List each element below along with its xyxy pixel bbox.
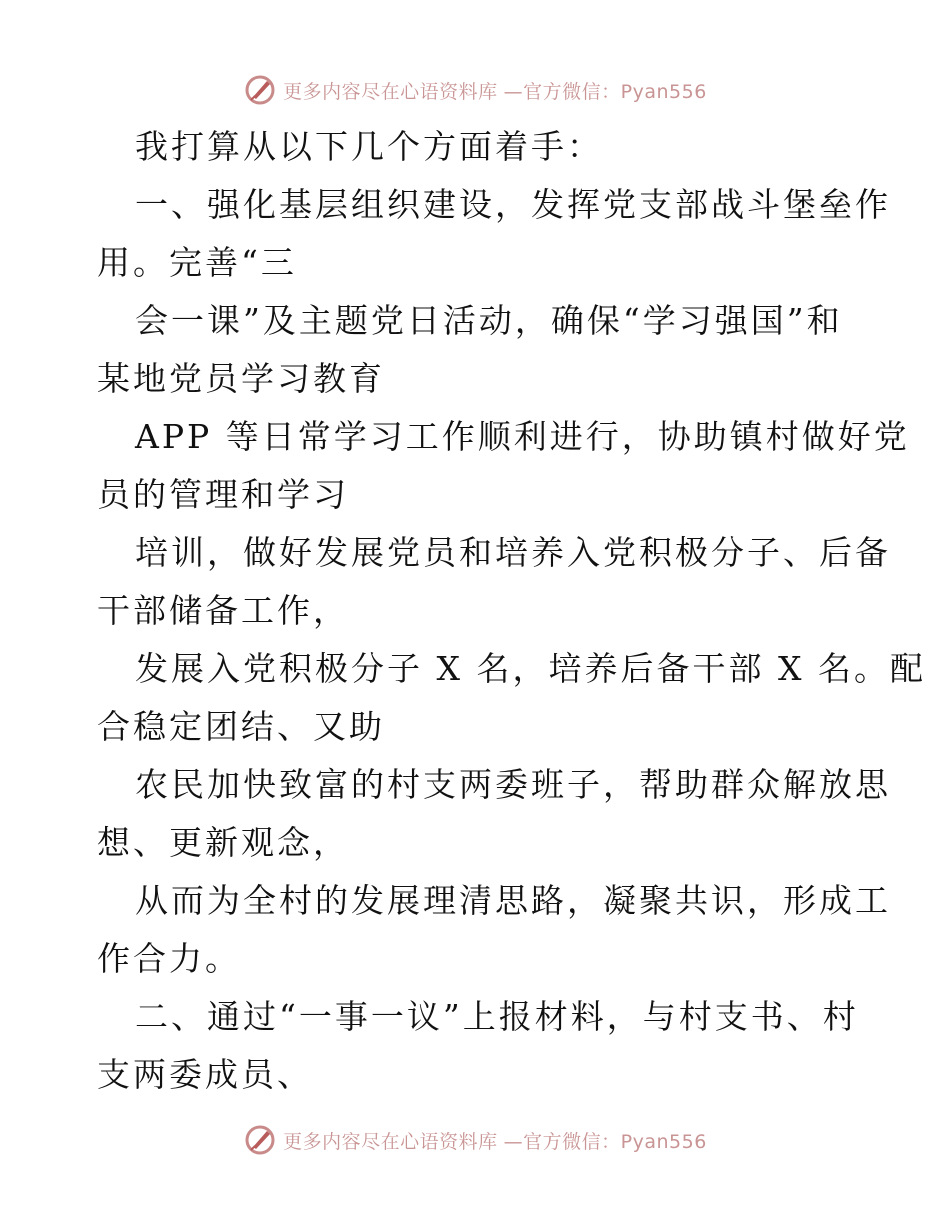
watermark-text: 更多内容尽在心语资料库	[283, 80, 498, 103]
text-line: 我打算从以下几个方面着手：	[135, 127, 603, 166]
text-line: 发展入党积极分子 X 名，培养后备干部 X 名。配	[135, 649, 926, 688]
text-line: 想、更新观念，	[97, 823, 349, 862]
footer-watermark	[0, 1120, 950, 1160]
text-line: 某地党员学习教育	[97, 359, 385, 398]
header-watermark	[0, 70, 950, 110]
document-body	[97, 118, 926, 1104]
text-line: 一、强化基层组织建设，发挥党支部战斗堡垒作	[135, 185, 891, 224]
watermark-contact: —官方微信：Pyan556	[503, 80, 707, 103]
quill-seal-icon	[243, 1123, 277, 1157]
watermark-text: 更多内容尽在心语资料库	[283, 1130, 498, 1153]
quill-seal-icon	[243, 73, 277, 107]
watermark-contact: —官方微信：Pyan556	[503, 1130, 707, 1153]
text-line: 二、通过“一事一议”上报材料，与村支书、村	[135, 997, 859, 1036]
text-line: 会一课”及主题党日活动，确保“学习强国”和	[135, 301, 843, 340]
text-line: 从而为全村的发展理清思路，凝聚共识，形成工	[135, 881, 891, 920]
text-line: 支两委成员、	[97, 1055, 313, 1094]
text-line: APP 等日常学习工作顺利进行，协助镇村做好党	[135, 417, 910, 456]
text-line: 用。完善“三	[97, 243, 297, 282]
text-line: 农民加快致富的村支两委班子，帮助群众解放思	[135, 765, 891, 804]
text-line: 干部储备工作，	[97, 591, 349, 630]
text-line: 合稳定团结、又助	[97, 707, 385, 746]
text-line: 员的管理和学习	[97, 475, 349, 514]
text-line: 培训，做好发展党员和培养入党积极分子、后备	[135, 533, 891, 572]
text-line: 作合力。	[97, 939, 241, 978]
